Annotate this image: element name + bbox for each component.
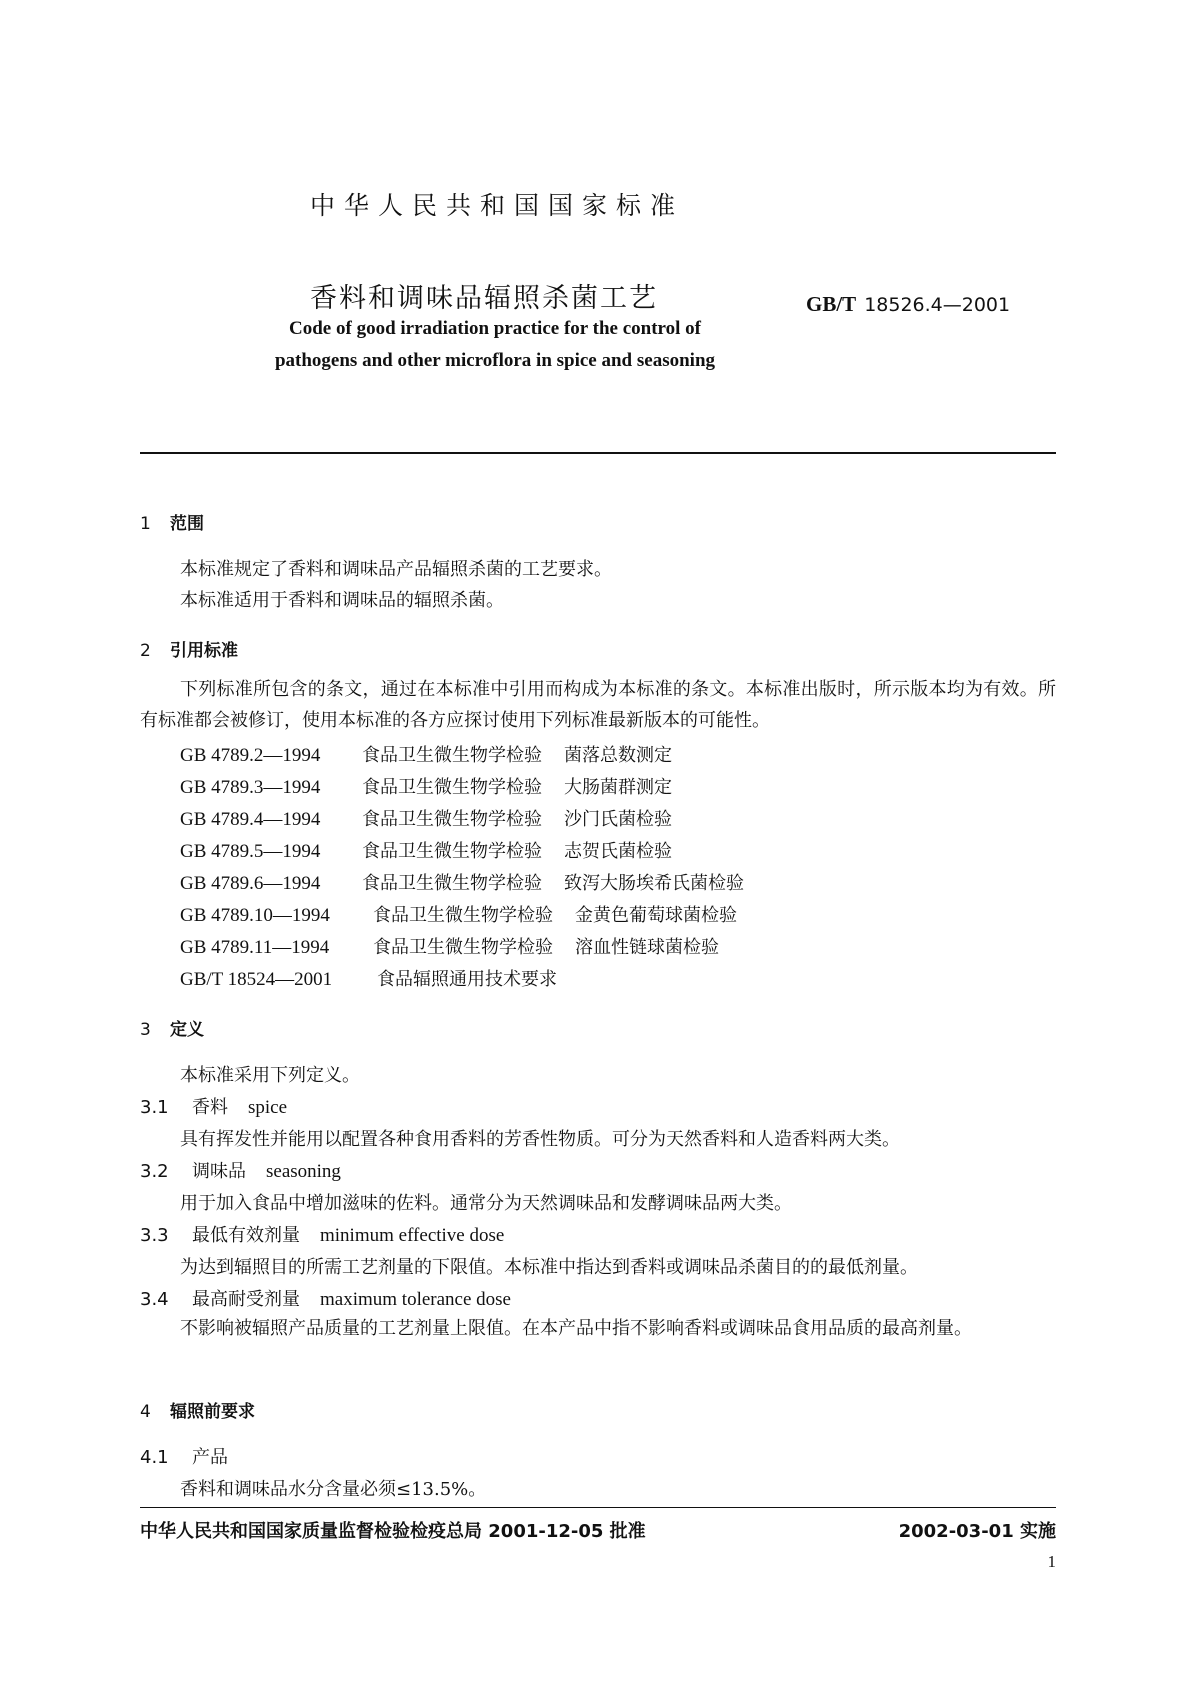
term-en: minimum effective dose <box>320 1225 505 1246</box>
reference-code: GB 4789.2—1994 <box>180 745 321 766</box>
reference-name: 食品卫生微生物学检验 <box>362 841 542 862</box>
reference-name: 食品卫生微生物学检验 <box>373 905 553 926</box>
term-number: 3.4 <box>140 1289 169 1310</box>
section-number: 4 <box>140 1402 151 1422</box>
section-title: 引用标准 <box>170 641 238 661</box>
reference-item <box>180 837 672 863</box>
reference-item-title: 大肠菌群测定 <box>564 777 672 798</box>
document-title-en <box>220 313 770 377</box>
section-title: 范围 <box>170 514 204 534</box>
reference-item <box>180 933 719 959</box>
reference-item-title: 金黄色葡萄球菌检验 <box>575 905 737 926</box>
standard-prefix: GB/T <box>806 292 857 316</box>
term-definition: 为达到辐照目的所需工艺剂量的下限值。本标准中指达到香料或调味品杀菌目的的最低剂量。 <box>180 1257 918 1278</box>
reference-item-title: 溶血性链球菌检验 <box>575 937 719 958</box>
reference-item <box>180 805 672 831</box>
term-cn: 最高耐受剂量 <box>192 1289 300 1310</box>
subsection-number: 4.1 <box>140 1447 169 1468</box>
footer-divider <box>140 1507 1056 1508</box>
reference-item-title: 菌落总数测定 <box>564 745 672 766</box>
effective-date: 2002-03-01 实施 <box>898 1521 1056 1542</box>
reference-name: 食品辐照通用技术要求 <box>377 969 557 990</box>
reference-item-title: 致泻大肠埃希氏菌检验 <box>564 873 744 894</box>
title-en-line-1: Code of good irradiation practice for the control of <box>289 318 701 339</box>
reference-item <box>180 773 672 799</box>
section-number: 3 <box>140 1020 151 1040</box>
section-1-heading <box>140 509 204 534</box>
term-cn: 香料 <box>192 1097 228 1118</box>
reference-name: 食品卫生微生物学检验 <box>362 809 542 830</box>
section-4-heading <box>140 1397 255 1422</box>
header-divider <box>140 452 1056 454</box>
paragraph: 香料和调味品水分含量必须≤13.5%。 <box>180 1479 487 1500</box>
reference-item <box>180 901 737 927</box>
term-heading <box>140 1157 341 1183</box>
section-2-heading <box>140 636 238 661</box>
reference-name: 食品卫生微生物学检验 <box>362 873 542 894</box>
term-definition: 用于加入食品中增加滋味的佐料。通常分为天然调味品和发酵调味品两大类。 <box>180 1193 792 1214</box>
reference-code: GB 4789.3—1994 <box>180 777 321 798</box>
term-cn: 调味品 <box>192 1161 246 1182</box>
term-en: seasoning <box>266 1161 341 1182</box>
term-definition: 具有挥发性并能用以配置各种食用香料的芳香性物质。可分为天然香料和人造香料两大类。 <box>180 1129 900 1150</box>
term-number: 3.2 <box>140 1161 169 1182</box>
paragraph: 本标准适用于香料和调味品的辐照杀菌。 <box>180 590 504 611</box>
page-number: 1 <box>1047 1552 1056 1571</box>
approval-statement: 中华人民共和国国家质量监督检验检疫总局 2001-12-05 批准 <box>140 1521 646 1542</box>
reference-item-title: 志贺氏菌检验 <box>564 841 672 862</box>
standard-number: 18526.4—2001 <box>864 294 1011 316</box>
subsection-heading <box>140 1443 228 1469</box>
term-en: spice <box>248 1097 288 1118</box>
national-standard-heading: 中华人民共和国国家标准 <box>310 191 685 220</box>
term-heading <box>140 1285 511 1311</box>
term-en: maximum tolerance dose <box>320 1289 511 1310</box>
reference-name: 食品卫生微生物学检验 <box>362 745 542 766</box>
section-title: 定义 <box>170 1020 204 1040</box>
subsection-title: 产品 <box>192 1447 228 1468</box>
term-number: 3.3 <box>140 1225 169 1246</box>
reference-item-title: 沙门氏菌检验 <box>564 809 672 830</box>
reference-item <box>180 741 672 767</box>
reference-code: GB 4789.10—1994 <box>180 905 330 926</box>
title-en-line-2: pathogens and other microflora in spice and seasoning <box>274 350 716 371</box>
reference-code: GB 4789.6—1994 <box>180 873 321 894</box>
reference-name: 食品卫生微生物学检验 <box>373 937 553 958</box>
paragraph: 下列标准所包含的条文，通过在本标准中引用而构成为本标准的条文。本标准出版时，所示版本均为有效。所有标准都会被修订，使用本标准的各方应探讨使用下列标准最新版本的可能性。 <box>140 679 1056 731</box>
term-cn: 最低有效剂量 <box>192 1225 300 1246</box>
paragraph: 本标准采用下列定义。 <box>180 1065 360 1086</box>
document-title-cn: 香料和调味品辐照杀菌工艺 <box>310 283 658 314</box>
term-number: 3.1 <box>140 1097 169 1118</box>
section-number: 2 <box>140 641 151 661</box>
section-3-heading <box>140 1015 204 1040</box>
reference-code: GB 4789.11—1994 <box>180 937 330 958</box>
section-number: 1 <box>140 514 151 534</box>
term-heading <box>140 1221 504 1247</box>
reference-code: GB 4789.5—1994 <box>180 841 321 862</box>
standard-code <box>806 292 1010 317</box>
reference-item <box>180 965 557 991</box>
reference-name: 食品卫生微生物学检验 <box>362 777 542 798</box>
section-title: 辐照前要求 <box>170 1402 255 1422</box>
reference-code: GB/T 18524—2001 <box>180 969 333 990</box>
term-definition: 不影响被辐照产品质量的工艺剂量上限值。在本产品中指不影响香料或调味品食用品质的最高剂量。 <box>180 1318 972 1339</box>
term-heading <box>140 1093 287 1119</box>
reference-code: GB 4789.4—1994 <box>180 809 321 830</box>
reference-item <box>180 869 744 895</box>
paragraph: 本标准规定了香料和调味品产品辐照杀菌的工艺要求。 <box>180 559 612 580</box>
